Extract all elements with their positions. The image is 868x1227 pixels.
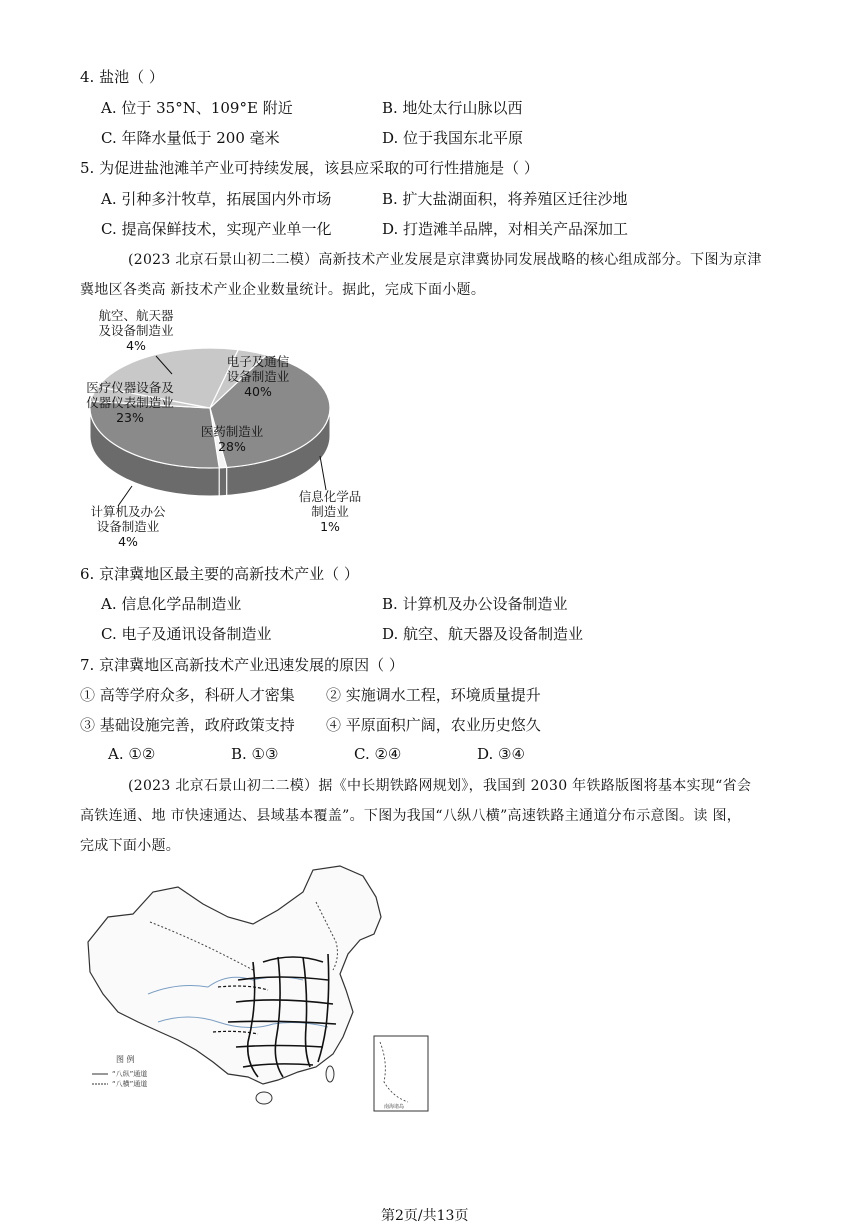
- pie-label-4-1: 仪器仪表制造业: [86, 395, 174, 410]
- intro2-line1: (2023 北京石景山初二二模）据《中长期铁路网规划》，我国到 2030 年铁路版图将基本实现“省会: [128, 778, 752, 794]
- pie-label-0-1: 设备制造业: [226, 369, 290, 384]
- map-legend-horizontal: “八横”通道: [112, 1080, 148, 1088]
- q5-stem: 5. 为促进盐池滩羊产业可持续发展，该县应采取的可行性措施是（ ）: [80, 159, 539, 177]
- pie-label-2-1: 28%: [218, 439, 246, 454]
- q7-item-3: ③ 基础设施完善，政府政策支持: [80, 716, 295, 734]
- q5-option-c: C. 提高保鲜技术，实现产业单一化: [101, 220, 332, 238]
- page-footer: 第2页/共13页: [381, 1208, 469, 1224]
- pie-label-1-0: 信息化学品: [298, 489, 362, 504]
- q6-option-d: D. 航空、航天器及设备制造业: [382, 625, 584, 643]
- china-outline: [88, 866, 381, 1084]
- pie-label-5-1: 及设备制造业: [98, 323, 174, 338]
- pie-label-1-1: 制造业: [311, 504, 349, 519]
- intro1-line1: (2023 北京石景山初二二模）高新技术产业发展是京津冀协同发展战略的核心组成部分。下图为京津: [128, 252, 762, 268]
- q7-item-4: ④ 平原面积广阔，农业历史悠久: [326, 716, 541, 734]
- pie-label-3-0: 计算机及办公: [90, 504, 166, 519]
- q6-option-b: B. 计算机及办公设备制造业: [382, 595, 568, 613]
- leader-line-computer: [118, 486, 132, 506]
- q4-stem: 4. 盐池（ ）: [80, 68, 164, 86]
- q4-option-b: B. 地处太行山脉以西: [382, 99, 523, 117]
- intro2-line3: 完成下面小题。: [80, 838, 181, 854]
- map-legend-vertical: “八纵”通道: [112, 1070, 148, 1078]
- pie-label-0-0: 电子及通信: [226, 354, 290, 369]
- q4-option-a: A. 位于 35°N、109°E 附近: [101, 99, 293, 117]
- q7-option-a: A. ①②: [108, 745, 156, 763]
- leader-line-info-chem: [320, 456, 326, 490]
- q5-option-a: A. 引种多汁牧草，拓展国内外市场: [101, 190, 332, 208]
- taiwan-island: [326, 1066, 334, 1082]
- map-legend-title: 图 例: [116, 1055, 135, 1064]
- pie-label-2-0: 医药制造业: [200, 424, 264, 439]
- pie-label-0-2: 40%: [244, 384, 272, 399]
- china-railway-map: [78, 862, 438, 1117]
- pie-label-1-2: 1%: [320, 519, 340, 534]
- inset-label: 南海诸岛: [384, 1104, 405, 1110]
- q7-option-c: C. ②④: [354, 745, 402, 763]
- pie-label-3-2: 4%: [118, 534, 138, 549]
- q7-item-2: ② 实施调水工程，环境质量提升: [326, 686, 541, 704]
- q6-option-c: C. 电子及通讯设备制造业: [101, 625, 272, 643]
- q6-stem: 6. 京津冀地区最主要的高新技术产业（ ）: [80, 565, 359, 583]
- pie-chart: [80, 308, 380, 556]
- hainan-island: [256, 1092, 272, 1104]
- q7-stem: 7. 京津冀地区高新技术产业迅速发展的原因（ ）: [80, 656, 404, 674]
- pie-label-4-2: 23%: [116, 410, 144, 425]
- pie-label-5-0: 航空、航天器: [98, 308, 174, 323]
- pie-label-4-0: 医疗仪器设备及: [86, 380, 174, 395]
- q7-option-d: D. ③④: [477, 745, 525, 763]
- q4-option-d: D. 位于我国东北平原: [382, 129, 524, 147]
- pie-label-3-1: 设备制造业: [96, 519, 160, 534]
- intro2-line2: 高铁连通、地 市快速通达、县域基本覆盖”。下图为我国“八纵八横”高速铁路主通道分布示意图。读 图，: [80, 808, 742, 824]
- q6-option-a: A. 信息化学品制造业: [101, 595, 242, 613]
- q4-option-c: C. 年降水量低于 200 毫米: [101, 129, 280, 147]
- q5-option-b: B. 扩大盐湖面积，将养殖区迁往沙地: [382, 190, 628, 208]
- intro1-line2: 冀地区各类高 新技术产业企业数量统计。据此，完成下面小题。: [80, 282, 486, 298]
- q7-item-1: ① 高等学府众多，科研人才密集: [80, 686, 295, 704]
- q7-option-b: B. ①③: [231, 745, 279, 763]
- pie-label-5-2: 4%: [126, 338, 146, 353]
- q5-option-d: D. 打造滩羊品牌，对相关产品深加工: [382, 220, 629, 238]
